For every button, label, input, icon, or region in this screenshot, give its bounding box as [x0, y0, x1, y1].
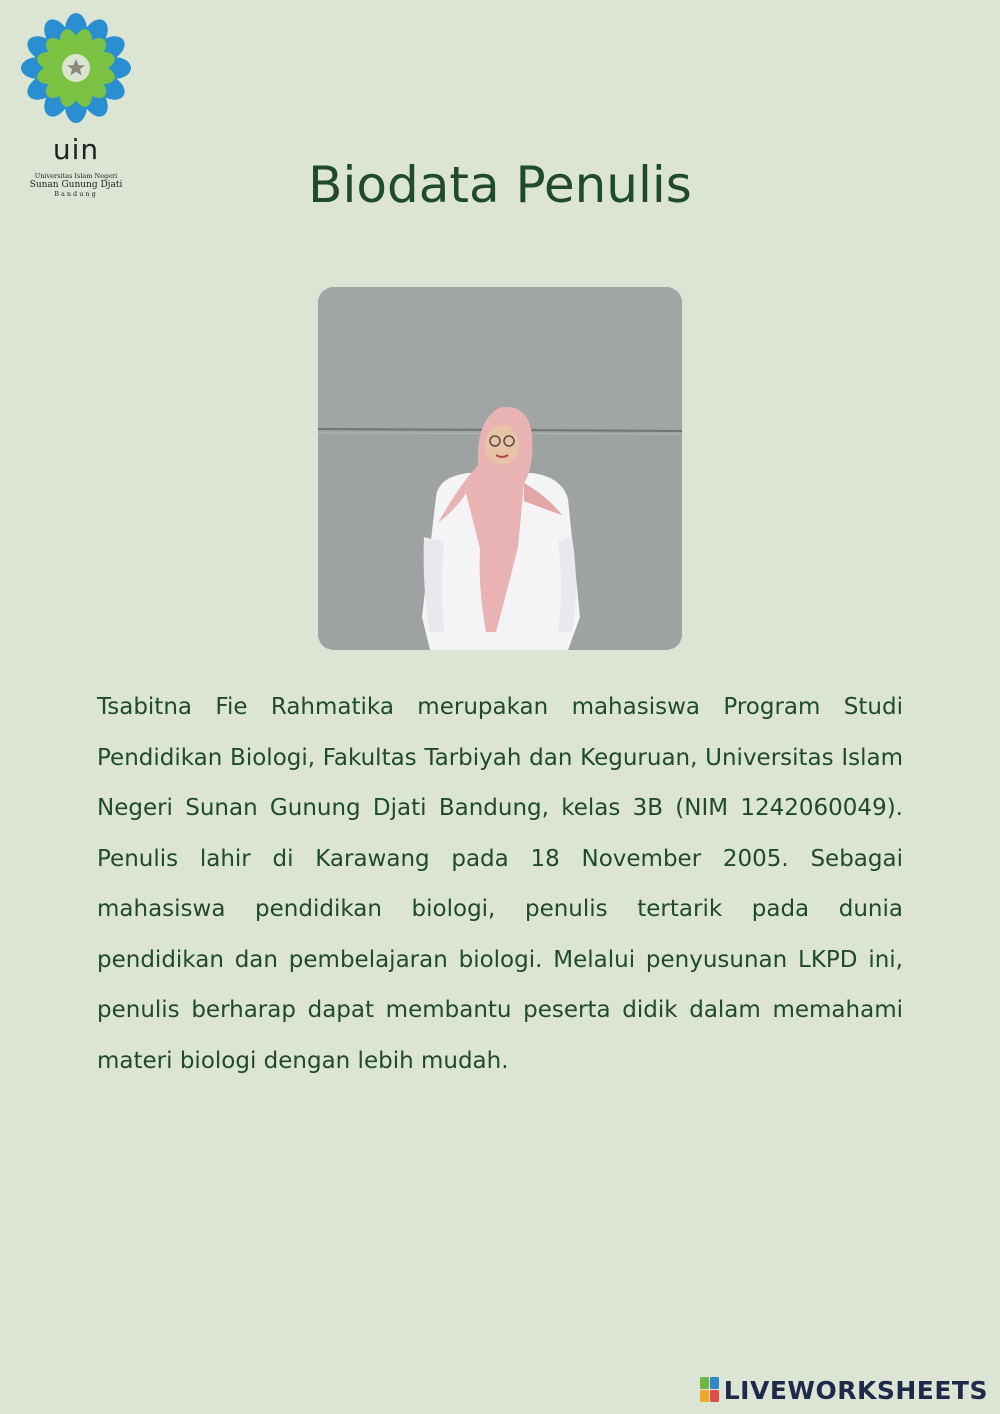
logo-name-line: Sunan Gunung Djati	[29, 180, 123, 190]
liveworksheets-logo-icon	[700, 1377, 720, 1403]
watermark-text: LIVEWORKSHEETS	[723, 1375, 988, 1405]
logo-university-line: Universitas Islam Negeri	[34, 172, 118, 180]
liveworksheets-watermark	[700, 1374, 988, 1406]
uin-flower-emblem-icon	[20, 12, 132, 124]
author-portrait-icon	[318, 287, 682, 650]
author-biography: Tsabitna Fie Rahmatika merupakan mahasiswa Program Studi Pendidikan Biologi, Fakultas Tarbiyah dan Keguruan, Universitas Islam Negeri Sunan Gunung Djati Bandung, kelas 3B (NIM 1242060049). Penulis lahir di Karawang pada 18 November 2005. Sebagai mahasiswa pendidikan biologi, penulis tertarik pada dunia pendidikan dan pembelajaran biologi. Melalui penyusunan LKPD ini, penulis berharap dapat membantu peserta didik dalam memahami materi biologi dengan lebih mudah.	[97, 694, 903, 1074]
logo-city-line: Bandung	[54, 190, 98, 198]
logo-wordmark: uin	[52, 133, 100, 166]
author-photo	[318, 287, 682, 650]
page-title: Biodata Penulis	[308, 156, 692, 214]
